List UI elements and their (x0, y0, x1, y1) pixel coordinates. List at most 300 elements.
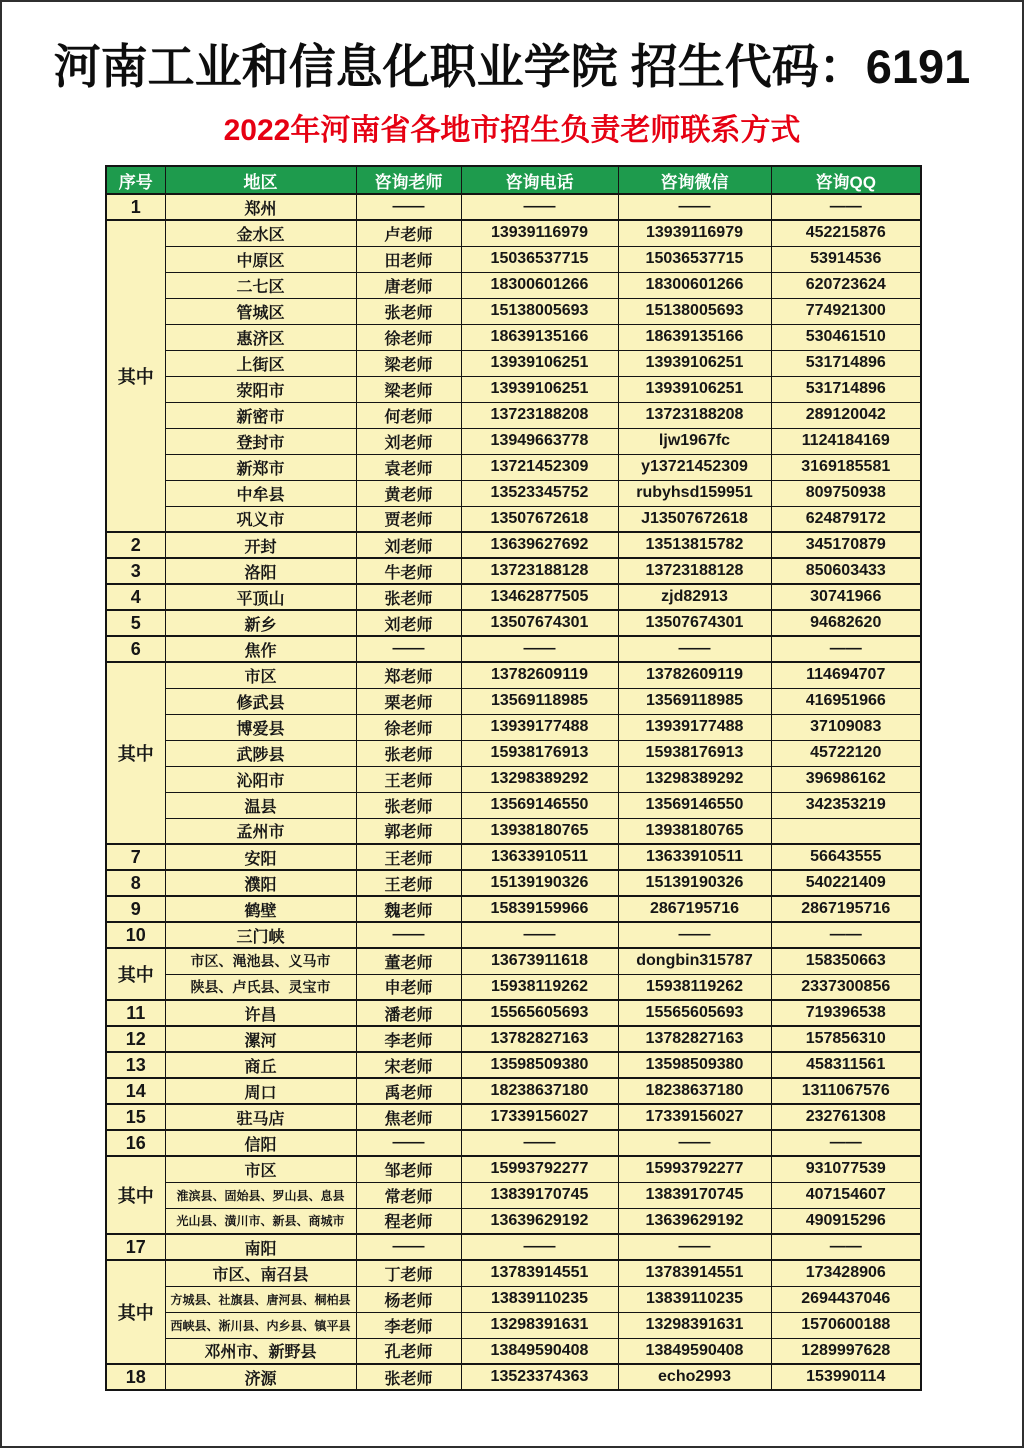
cell-region: 驻马店 (165, 1104, 356, 1130)
table-row (106, 1312, 921, 1338)
table-row (106, 584, 921, 610)
table-body (106, 194, 921, 1390)
cell-region: 鹤壁 (165, 896, 356, 922)
cell-phone: 13507672618 (461, 506, 618, 532)
table-row (106, 1026, 921, 1052)
cell-teacher: 丁老师 (356, 1260, 461, 1286)
cell-seq: 3 (106, 558, 165, 584)
cell-qq: 620723624 (771, 272, 921, 298)
table-row (106, 766, 921, 792)
cell-phone: —— (461, 636, 618, 662)
cell-teacher: 王老师 (356, 766, 461, 792)
cell-qq: 624879172 (771, 506, 921, 532)
cell-wechat: 15565605693 (618, 1000, 771, 1026)
cell-qq: 2337300856 (771, 974, 921, 1000)
table-row (106, 1000, 921, 1026)
cell-teacher: —— (356, 194, 461, 220)
cell-wechat: 15938119262 (618, 974, 771, 1000)
cell-region: 中牟县 (165, 480, 356, 506)
cell-phone: 15139190326 (461, 870, 618, 896)
cell-phone: 15839159966 (461, 896, 618, 922)
cell-qq: 530461510 (771, 324, 921, 350)
page-title: 河南工业和信息化职业学院 招生代码：6191 (53, 40, 971, 93)
cell-teacher: 黄老师 (356, 480, 461, 506)
table-row (106, 844, 921, 870)
cell-region: 中原区 (165, 246, 356, 272)
cell-wechat: 13839170745 (618, 1182, 771, 1208)
cell-qq: 37109083 (771, 714, 921, 740)
cell-phone: 13633910511 (461, 844, 618, 870)
table-row (106, 532, 921, 558)
cell-qq: 809750938 (771, 480, 921, 506)
cell-seq: 15 (106, 1104, 165, 1130)
cell-region: 许昌 (165, 1000, 356, 1026)
cell-region: 市区 (165, 1156, 356, 1182)
cell-region: 开封 (165, 532, 356, 558)
table-row (106, 480, 921, 506)
cell-teacher: 郑老师 (356, 662, 461, 688)
table-row (106, 974, 921, 1000)
table-row (106, 428, 921, 454)
table-header-row (106, 166, 921, 194)
cell-phone: 13598509380 (461, 1052, 618, 1078)
table-row (106, 1208, 921, 1234)
cell-qq: 1289997628 (771, 1338, 921, 1364)
cell-seq: 1 (106, 194, 165, 220)
cell-region: 新密市 (165, 402, 356, 428)
cell-teacher: —— (356, 636, 461, 662)
table-row (106, 870, 921, 896)
cell-seq: 5 (106, 610, 165, 636)
cell-seq: 10 (106, 922, 165, 948)
cell-region: 周口 (165, 1078, 356, 1104)
column-header-seq: 序号 (106, 166, 165, 194)
cell-region: 市区、南召县 (165, 1260, 356, 1286)
cell-wechat: 13939106251 (618, 350, 771, 376)
cell-qq: 531714896 (771, 376, 921, 402)
cell-region: 修武县 (165, 688, 356, 714)
cell-wechat: —— (618, 194, 771, 220)
cell-phone: 13839110235 (461, 1286, 618, 1312)
cell-phone: 13569146550 (461, 792, 618, 818)
column-header-phone: 咨询电话 (461, 166, 618, 194)
cell-qq: 53914536 (771, 246, 921, 272)
cell-seq: 7 (106, 844, 165, 870)
cell-teacher: 袁老师 (356, 454, 461, 480)
cell-teacher: 梁老师 (356, 376, 461, 402)
cell-wechat: —— (618, 1130, 771, 1156)
table-row (106, 454, 921, 480)
cell-phone: 13721452309 (461, 454, 618, 480)
cell-phone: 13938180765 (461, 818, 618, 844)
cell-teacher: 董老师 (356, 948, 461, 974)
cell-phone: 13839170745 (461, 1182, 618, 1208)
cell-phone: 15938119262 (461, 974, 618, 1000)
cell-region: 濮阳 (165, 870, 356, 896)
cell-phone: 15993792277 (461, 1156, 618, 1182)
cell-region: 光山县、潢川市、新县、商城市 (165, 1208, 356, 1234)
cell-wechat: 13939106251 (618, 376, 771, 402)
cell-phone: 13939177488 (461, 714, 618, 740)
cell-wechat: 18300601266 (618, 272, 771, 298)
cell-phone: 13639627692 (461, 532, 618, 558)
cell-region: 邓州市、新野县 (165, 1338, 356, 1364)
cell-teacher: 申老师 (356, 974, 461, 1000)
table-row (106, 818, 921, 844)
cell-phone: 13782827163 (461, 1026, 618, 1052)
cell-qq: —— (771, 194, 921, 220)
cell-teacher: 禹老师 (356, 1078, 461, 1104)
table-row (106, 1338, 921, 1364)
table-row (106, 1286, 921, 1312)
cell-wechat: 13782827163 (618, 1026, 771, 1052)
table-row (106, 324, 921, 350)
cell-qq: 1311067576 (771, 1078, 921, 1104)
cell-wechat: 13507674301 (618, 610, 771, 636)
cell-region: 陕县、卢氏县、灵宝市 (165, 974, 356, 1000)
table-row (106, 1364, 921, 1390)
cell-teacher: 何老师 (356, 402, 461, 428)
cell-qq: 342353219 (771, 792, 921, 818)
cell-wechat: 13849590408 (618, 1338, 771, 1364)
cell-wechat: 13298391631 (618, 1312, 771, 1338)
cell-wechat: dongbin315787 (618, 948, 771, 974)
cell-seq: 其中 (106, 662, 165, 844)
table-row (106, 1260, 921, 1286)
cell-phone: 13462877505 (461, 584, 618, 610)
cell-region: 洛阳 (165, 558, 356, 584)
cell-seq: 13 (106, 1052, 165, 1078)
cell-region: 新郑市 (165, 454, 356, 480)
cell-region: 平顶山 (165, 584, 356, 610)
cell-region: 漯河 (165, 1026, 356, 1052)
cell-phone: —— (461, 922, 618, 948)
cell-wechat: rubyhsd159951 (618, 480, 771, 506)
cell-region: 巩义市 (165, 506, 356, 532)
cell-qq: 396986162 (771, 766, 921, 792)
cell-wechat: 13782609119 (618, 662, 771, 688)
cell-region: 市区 (165, 662, 356, 688)
cell-qq: 289120042 (771, 402, 921, 428)
table-row (106, 636, 921, 662)
table-row (106, 558, 921, 584)
cell-qq: 1570600188 (771, 1312, 921, 1338)
table-row (106, 194, 921, 220)
cell-qq: 416951966 (771, 688, 921, 714)
cell-teacher: 卢老师 (356, 220, 461, 246)
cell-qq: 56643555 (771, 844, 921, 870)
cell-phone: 17339156027 (461, 1104, 618, 1130)
cell-region: 孟州市 (165, 818, 356, 844)
cell-qq: 2867195716 (771, 896, 921, 922)
column-header-teacher: 咨询老师 (356, 166, 461, 194)
cell-seq: 18 (106, 1364, 165, 1390)
cell-wechat: 17339156027 (618, 1104, 771, 1130)
cell-wechat: 13783914551 (618, 1260, 771, 1286)
table-row (106, 1234, 921, 1260)
cell-seq: 其中 (106, 1156, 165, 1234)
cell-qq: 774921300 (771, 298, 921, 324)
cell-wechat: zjd82913 (618, 584, 771, 610)
table-row (106, 1156, 921, 1182)
cell-phone: 13939106251 (461, 376, 618, 402)
cell-teacher: 梁老师 (356, 350, 461, 376)
cell-phone: —— (461, 1234, 618, 1260)
cell-teacher: —— (356, 1130, 461, 1156)
cell-phone: 13782609119 (461, 662, 618, 688)
cell-region: 安阳 (165, 844, 356, 870)
cell-teacher: 王老师 (356, 870, 461, 896)
cell-teacher: 唐老师 (356, 272, 461, 298)
cell-wechat: 13569118985 (618, 688, 771, 714)
cell-phone: 15565605693 (461, 1000, 618, 1026)
cell-seq: 其中 (106, 948, 165, 1000)
cell-region: 南阳 (165, 1234, 356, 1260)
cell-wechat: 13298389292 (618, 766, 771, 792)
cell-qq (771, 818, 921, 844)
cell-seq: 14 (106, 1078, 165, 1104)
cell-teacher: 张老师 (356, 1364, 461, 1390)
cell-qq: 931077539 (771, 1156, 921, 1182)
cell-region: 信阳 (165, 1130, 356, 1156)
cell-seq: 6 (106, 636, 165, 662)
cell-region: 武陟县 (165, 740, 356, 766)
cell-phone: —— (461, 1130, 618, 1156)
cell-qq: 531714896 (771, 350, 921, 376)
cell-teacher: 刘老师 (356, 532, 461, 558)
cell-phone: 13723188128 (461, 558, 618, 584)
table-row (106, 402, 921, 428)
cell-qq: —— (771, 922, 921, 948)
cell-teacher: —— (356, 1234, 461, 1260)
cell-wechat: 15993792277 (618, 1156, 771, 1182)
cell-qq: 94682620 (771, 610, 921, 636)
page-subtitle: 2022年河南省各地市招生负责老师联系方式 (223, 114, 801, 147)
cell-teacher: 田老师 (356, 246, 461, 272)
cell-wechat: 13938180765 (618, 818, 771, 844)
cell-phone: 13507674301 (461, 610, 618, 636)
cell-teacher: 徐老师 (356, 714, 461, 740)
cell-wechat: ljw1967fc (618, 428, 771, 454)
cell-seq: 12 (106, 1026, 165, 1052)
cell-phone: 13939116979 (461, 220, 618, 246)
cell-phone: 18639135166 (461, 324, 618, 350)
table-row (106, 1130, 921, 1156)
cell-teacher: 郭老师 (356, 818, 461, 844)
cell-teacher: 徐老师 (356, 324, 461, 350)
cell-wechat: y13721452309 (618, 454, 771, 480)
cell-region: 新乡 (165, 610, 356, 636)
cell-phone: 15938176913 (461, 740, 618, 766)
cell-phone: 13298389292 (461, 766, 618, 792)
cell-region: 郑州 (165, 194, 356, 220)
cell-qq: 458311561 (771, 1052, 921, 1078)
contact-table (105, 165, 922, 1391)
cell-wechat: 13639629192 (618, 1208, 771, 1234)
cell-teacher: 李老师 (356, 1026, 461, 1052)
cell-wechat: —— (618, 1234, 771, 1260)
table-row (106, 922, 921, 948)
cell-wechat: 13633910511 (618, 844, 771, 870)
cell-qq: 114694707 (771, 662, 921, 688)
cell-teacher: 潘老师 (356, 1000, 461, 1026)
table-row (106, 740, 921, 766)
cell-phone: 18300601266 (461, 272, 618, 298)
cell-seq: 17 (106, 1234, 165, 1260)
cell-seq: 其中 (106, 1260, 165, 1364)
cell-wechat: 18639135166 (618, 324, 771, 350)
cell-region: 焦作 (165, 636, 356, 662)
table-row (106, 1182, 921, 1208)
cell-teacher: 焦老师 (356, 1104, 461, 1130)
table-row (106, 792, 921, 818)
cell-region: 上街区 (165, 350, 356, 376)
table-row (106, 610, 921, 636)
cell-wechat: 13723188128 (618, 558, 771, 584)
cell-qq: 232761308 (771, 1104, 921, 1130)
cell-qq: 540221409 (771, 870, 921, 896)
cell-region: 惠济区 (165, 324, 356, 350)
cell-wechat: 15036537715 (618, 246, 771, 272)
cell-teacher: 张老师 (356, 584, 461, 610)
cell-region: 济源 (165, 1364, 356, 1390)
cell-wechat: 13598509380 (618, 1052, 771, 1078)
table-row (106, 220, 921, 246)
cell-phone: 13949663778 (461, 428, 618, 454)
column-header-wechat: 咨询微信 (618, 166, 771, 194)
cell-region: 博爱县 (165, 714, 356, 740)
column-header-qq: 咨询QQ (771, 166, 921, 194)
table-row (106, 714, 921, 740)
cell-wechat: —— (618, 636, 771, 662)
cell-region: 市区、渑池县、义马市 (165, 948, 356, 974)
cell-qq: —— (771, 636, 921, 662)
table-row (106, 376, 921, 402)
cell-wechat: 15139190326 (618, 870, 771, 896)
cell-qq: 850603433 (771, 558, 921, 584)
cell-region: 温县 (165, 792, 356, 818)
cell-teacher: 贾老师 (356, 506, 461, 532)
cell-qq: 157856310 (771, 1026, 921, 1052)
cell-teacher: 张老师 (356, 792, 461, 818)
cell-qq: 45722120 (771, 740, 921, 766)
cell-teacher: 王老师 (356, 844, 461, 870)
cell-teacher: 魏老师 (356, 896, 461, 922)
cell-region: 淮滨县、固始县、罗山县、息县 (165, 1182, 356, 1208)
cell-qq: 173428906 (771, 1260, 921, 1286)
cell-phone: 13783914551 (461, 1260, 618, 1286)
table-row (106, 896, 921, 922)
cell-wechat: 15938176913 (618, 740, 771, 766)
cell-region: 沁阳市 (165, 766, 356, 792)
cell-region: 金水区 (165, 220, 356, 246)
table-row (106, 1078, 921, 1104)
cell-seq: 9 (106, 896, 165, 922)
table-row (106, 246, 921, 272)
cell-qq: 158350663 (771, 948, 921, 974)
cell-qq: 407154607 (771, 1182, 921, 1208)
cell-qq: 3169185581 (771, 454, 921, 480)
cell-region: 商丘 (165, 1052, 356, 1078)
cell-qq: 719396538 (771, 1000, 921, 1026)
cell-phone: 13523345752 (461, 480, 618, 506)
cell-qq: 452215876 (771, 220, 921, 246)
cell-seq: 4 (106, 584, 165, 610)
cell-wechat: echo2993 (618, 1364, 771, 1390)
cell-teacher: 杨老师 (356, 1286, 461, 1312)
cell-teacher: 栗老师 (356, 688, 461, 714)
cell-qq: 1124184169 (771, 428, 921, 454)
cell-teacher: 刘老师 (356, 610, 461, 636)
cell-seq: 其中 (106, 220, 165, 532)
table-row (106, 1052, 921, 1078)
table-row (106, 1104, 921, 1130)
cell-region: 方城县、社旗县、唐河县、桐柏县 (165, 1286, 356, 1312)
cell-phone: 13673911618 (461, 948, 618, 974)
cell-wechat: J13507672618 (618, 506, 771, 532)
cell-seq: 2 (106, 532, 165, 558)
cell-teacher: 张老师 (356, 740, 461, 766)
cell-region: 管城区 (165, 298, 356, 324)
table-row (106, 662, 921, 688)
cell-seq: 8 (106, 870, 165, 896)
cell-seq: 11 (106, 1000, 165, 1026)
cell-phone: 13523374363 (461, 1364, 618, 1390)
column-header-region: 地区 (165, 166, 356, 194)
cell-qq: 345170879 (771, 532, 921, 558)
cell-phone: 15138005693 (461, 298, 618, 324)
cell-region: 西峡县、淅川县、内乡县、镇平县 (165, 1312, 356, 1338)
cell-region: 三门峡 (165, 922, 356, 948)
cell-wechat: —— (618, 922, 771, 948)
cell-teacher: —— (356, 922, 461, 948)
cell-phone: 13849590408 (461, 1338, 618, 1364)
cell-wechat: 18238637180 (618, 1078, 771, 1104)
cell-wechat: 13513815782 (618, 532, 771, 558)
cell-phone: —— (461, 194, 618, 220)
cell-phone: 13639629192 (461, 1208, 618, 1234)
cell-teacher: 程老师 (356, 1208, 461, 1234)
table-row (106, 948, 921, 974)
cell-wechat: 15138005693 (618, 298, 771, 324)
cell-wechat: 13569146550 (618, 792, 771, 818)
table-row (106, 350, 921, 376)
cell-wechat: 13939177488 (618, 714, 771, 740)
cell-teacher: 刘老师 (356, 428, 461, 454)
cell-teacher: 李老师 (356, 1312, 461, 1338)
cell-phone: 18238637180 (461, 1078, 618, 1104)
cell-teacher: 邹老师 (356, 1156, 461, 1182)
table-row (106, 506, 921, 532)
cell-teacher: 宋老师 (356, 1052, 461, 1078)
cell-phone: 15036537715 (461, 246, 618, 272)
cell-qq: 30741966 (771, 584, 921, 610)
cell-region: 二七区 (165, 272, 356, 298)
cell-phone: 13939106251 (461, 350, 618, 376)
cell-teacher: 常老师 (356, 1182, 461, 1208)
cell-wechat: 2867195716 (618, 896, 771, 922)
cell-teacher: 孔老师 (356, 1338, 461, 1364)
table-row (106, 272, 921, 298)
cell-teacher: 张老师 (356, 298, 461, 324)
cell-qq: 490915296 (771, 1208, 921, 1234)
cell-phone: 13298391631 (461, 1312, 618, 1338)
cell-qq: —— (771, 1130, 921, 1156)
cell-qq: 2694437046 (771, 1286, 921, 1312)
cell-seq: 16 (106, 1130, 165, 1156)
cell-teacher: 牛老师 (356, 558, 461, 584)
cell-region: 荥阳市 (165, 376, 356, 402)
